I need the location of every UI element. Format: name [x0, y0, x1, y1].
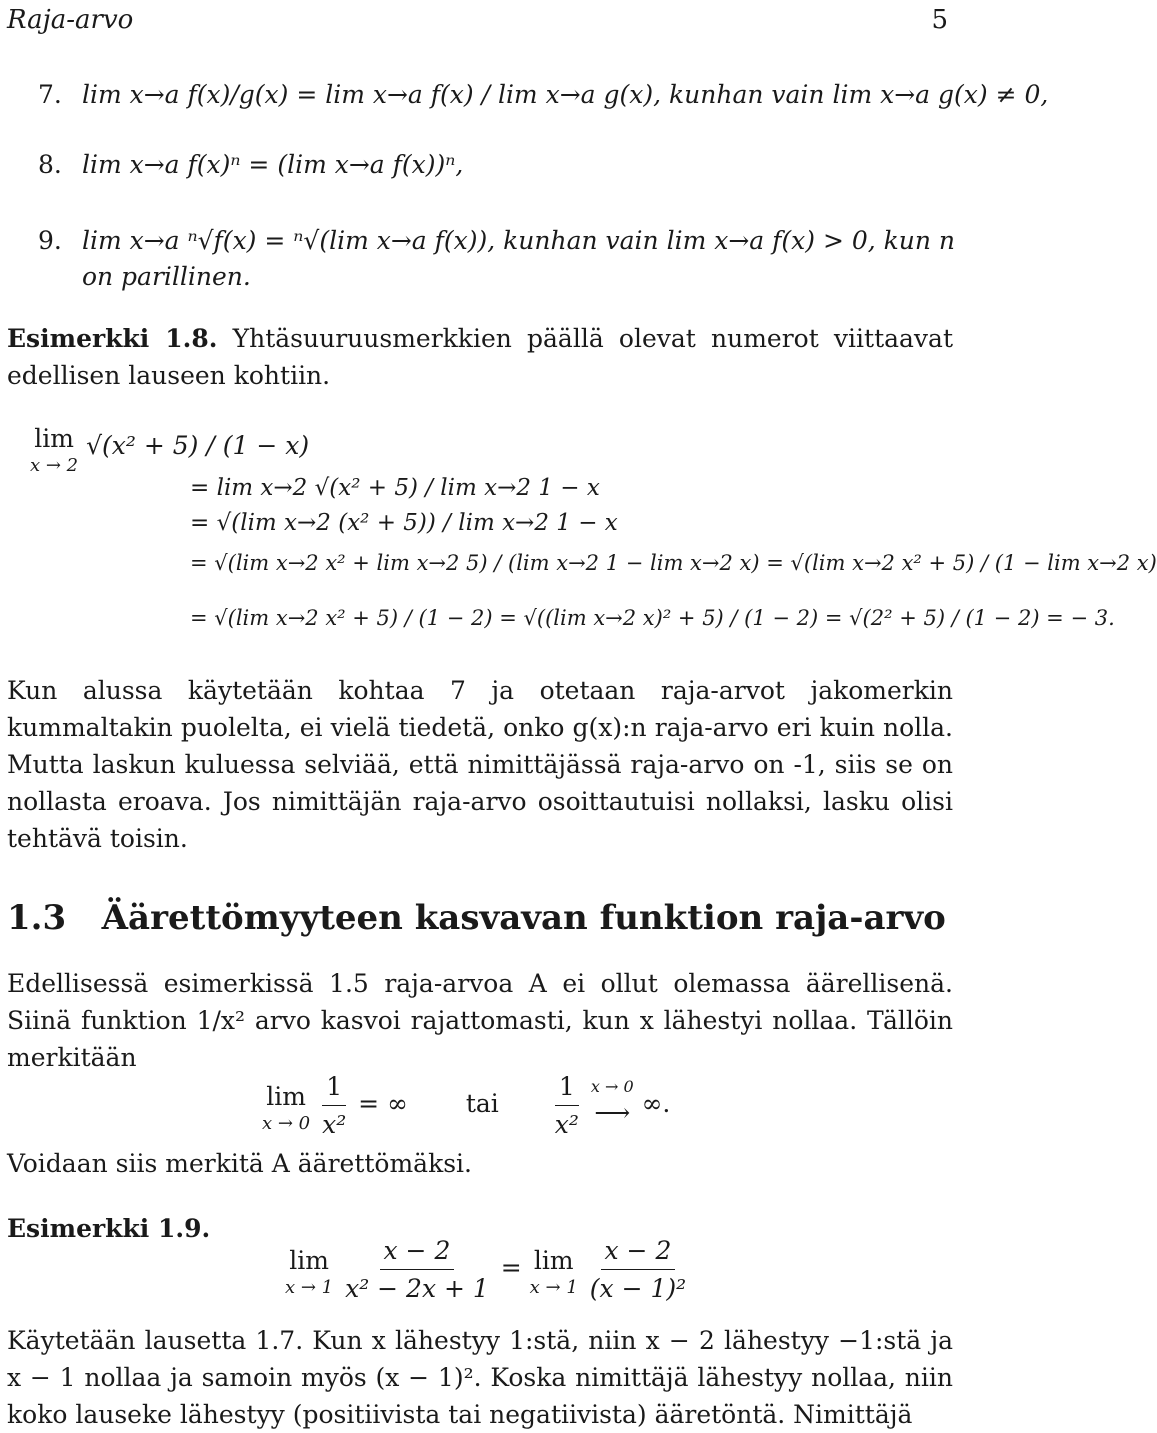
equation-1-8-line3 [190, 600, 1115, 637]
rule-8 [38, 146, 463, 183]
fraction [341, 1232, 493, 1307]
lim-subscript: x → 1 [285, 1277, 334, 1298]
infinity-end: ∞. [641, 1089, 671, 1118]
equation-1-8-line1-end [190, 505, 618, 542]
running-title: Raja-arvo [7, 5, 134, 35]
eq-steps-4ja5-1ja1: = √(lim x→2 x² + lim x→2 5) / (lim x→2 1 − lim x→2 x) = √(lim x→2 x² + 5) / (1 − lim x→2 x) [190, 551, 1157, 575]
arrow-label: x → 0 [590, 1077, 634, 1096]
fraction [318, 1068, 350, 1143]
limit-operator [30, 420, 78, 475]
numerator: 1 [322, 1068, 346, 1106]
example-label: Esimerkki 1.8. [7, 324, 218, 353]
lim-word: lim [34, 424, 74, 453]
eq-fraction: √(x² + 5) / (1 − x) [86, 431, 310, 460]
page-header [7, 2, 948, 39]
rule-7 [38, 76, 1048, 113]
equation-1-9 [285, 1232, 690, 1307]
equation-infinity [262, 1068, 670, 1143]
rule-number: 8. [38, 150, 62, 179]
rule-9-cont [38, 258, 251, 295]
page-number: 5 [931, 5, 948, 35]
lim-subscript: x → 0 [262, 1113, 311, 1134]
denominator: (x − 1)² [589, 1274, 687, 1303]
equals: = [500, 1253, 522, 1282]
eq-step-7: = lim x→2 √(x² + 5) / lim x→2 1 − x [190, 475, 600, 501]
rule-number: 9. [38, 226, 62, 255]
rule-text: lim x→a ⁿ√f(x) = ⁿ√(lim x→a f(x)), kunhan vain lim x→a f(x) > 0, kun n [81, 226, 956, 255]
rule-text: on parillinen. [81, 262, 251, 291]
example-label: Esimerkki 1.9. [7, 1214, 211, 1243]
lim-subscript: x → 1 [529, 1277, 578, 1298]
fraction [586, 1232, 690, 1307]
example-1-8-intro [7, 320, 953, 394]
paragraph-4: Käytetään lausetta 1.7. Kun x lähestyy 1:stä, niin x − 2 lähestyy −1:stä ja x − 1 nollaa ja samoin myös (x − 1)². Koska nimittäjä lähestyy nollaa, niin koko lauseke lähestyy (positiivista tai negatiivista) ääretöntä. Nimittäjä [7, 1326, 953, 1429]
lim-word: lim [533, 1246, 574, 1275]
numerator: 1 [555, 1068, 579, 1106]
lim-word: lim [289, 1246, 329, 1275]
fraction [551, 1068, 583, 1143]
paragraph-1: Kun alussa käytetään kohtaa 7 ja otetaan raja-arvot jakomerkin kummaltakin puolelta, ei vielä tiedetä, onko g(x):n raja-arvo eri kuin nolla. Mutta laskun kuluessa selviää, että nimittäjässä raja-arvo on -1, siis se on nollasta eroava. Jos nimittäjän raja-arvo osoittautuisi nollaksi, lasku olisi tehtävä toisin. [7, 676, 953, 853]
numerator: x − 2 [601, 1232, 676, 1270]
rule-9 [38, 222, 955, 259]
section-number: 1.3 [7, 898, 67, 938]
equation-1-8-line1-mid [190, 470, 600, 507]
numerator: x − 2 [380, 1232, 455, 1270]
equation-1-8-line1 [30, 420, 309, 475]
rule-text: lim x→a f(x)/g(x) = lim x→a f(x) / lim x→a g(x), kunhan vain lim x→a g(x) ≠ 0, [81, 80, 1049, 109]
equation-1-8-line2 [190, 545, 1157, 582]
long-arrow-icon: ⟶ [594, 1098, 631, 1127]
denominator: x² [322, 1110, 347, 1139]
eq-step-9: = √(lim x→2 (x² + 5)) / lim x→2 1 − x [190, 510, 618, 536]
eq-steps-2-8-2: = √(lim x→2 x² + 5) / (1 − 2) = √((lim x→2 x)² + 5) / (1 − 2) = √(2² + 5) / (1 − 2) = − 3. [190, 606, 1115, 630]
lim-word: lim [266, 1082, 306, 1111]
denominator: x² [554, 1110, 579, 1139]
example-text: Yhtäsuuruusmerkkien päällä olevat numerot viittaavat edellisen lauseen kohtiin. [7, 324, 954, 390]
lim-subscript: x → 2 [30, 455, 79, 476]
arrow-with-label [590, 1077, 634, 1131]
paragraph-2: Edellisessä esimerkissä 1.5 raja-arvoa A ei ollut olemassa äärellisenä. Siinä funktion 1/x² arvo kasvoi rajattomasti, kun x lähestyi nollaa. Tällöin merkitään [7, 969, 953, 1072]
paragraph-3: Voidaan siis merkitä A äärettömäksi. [7, 1149, 472, 1178]
rule-number: 7. [38, 80, 62, 109]
limit-operator [285, 1242, 333, 1297]
limit-operator [530, 1242, 578, 1297]
section-heading [7, 900, 946, 937]
section-title: Äärettömyyteen kasvavan funktion raja-arvo [101, 898, 946, 938]
denominator: x² − 2x + 1 [345, 1274, 489, 1303]
limit-operator [262, 1078, 310, 1133]
rhs: = ∞ [358, 1089, 408, 1118]
tai-word: tai [465, 1089, 499, 1118]
rule-text: lim x→a f(x)ⁿ = (lim x→a f(x))ⁿ, [81, 150, 464, 179]
